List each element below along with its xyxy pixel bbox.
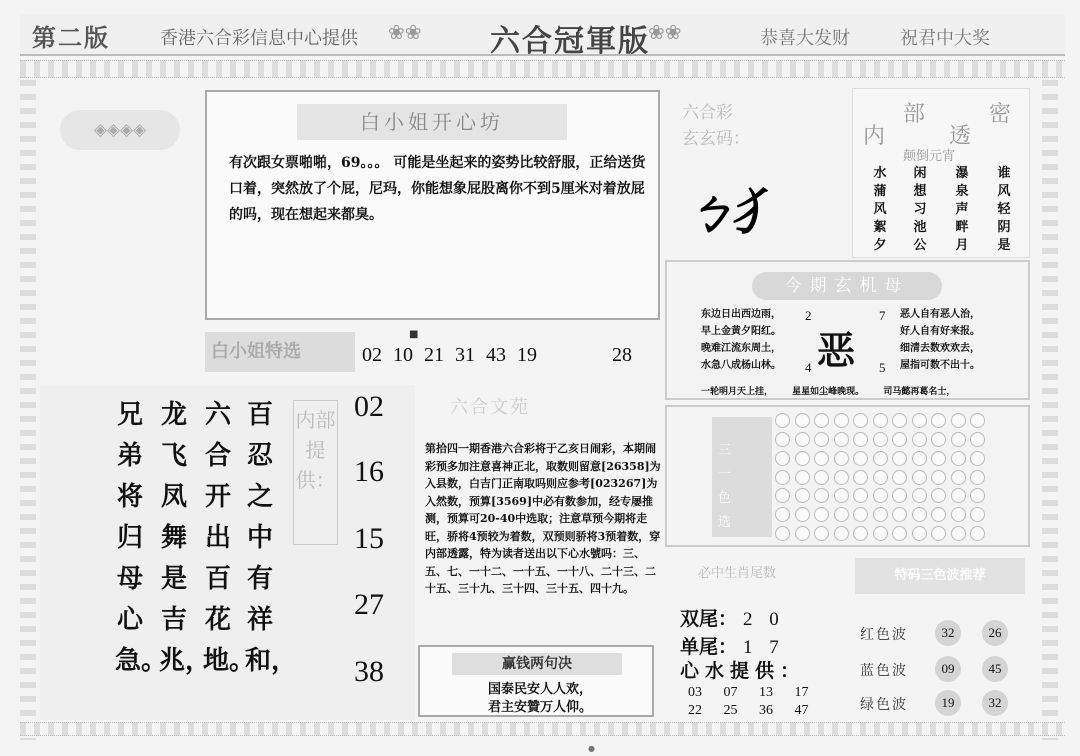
grid-circle — [853, 488, 868, 503]
grid-circle — [931, 470, 946, 485]
hua-label — [682, 100, 750, 152]
insider-number: 02 — [354, 390, 384, 423]
grid-circle — [970, 488, 985, 503]
riddle-title: 赢钱两句决 — [452, 653, 622, 675]
grid-circle — [853, 526, 868, 541]
insider-poem-column: 水蒲风絮夕 — [873, 166, 887, 253]
riddle-text — [440, 681, 640, 717]
xinshui-row: 03 07 13 17 — [688, 685, 809, 700]
story-text: 有次跟女票啪啪，69。。。 可能是坐起来的姿势比较舒服，正给送货口着，突然放了个屁，尼玛，你能想象屁股离你不到5厘米对着放屁的吗，现在想起来都臭。 — [229, 155, 646, 223]
blue-wave-row — [860, 660, 908, 680]
grid-circle — [834, 526, 849, 541]
provider-label: 香港六合彩信息中心提供 — [160, 28, 358, 49]
special-pick-numbers: 02 10 21 31 43 19 — [362, 344, 537, 366]
insider-secret-char: 部 — [903, 102, 926, 127]
insider-poem-column: 闲想习池公 — [913, 166, 927, 253]
double-tail-label: 双尾： — [680, 608, 738, 630]
decorative-border-right — [1042, 80, 1058, 740]
riddle-mother-number: 5 — [879, 360, 886, 375]
grid-circle — [912, 413, 927, 428]
grid-circle — [795, 413, 810, 428]
footer-mark: ● — [588, 744, 595, 753]
insider-secret-char: 密 — [989, 102, 1012, 127]
blue-wave-number: 09 — [935, 656, 961, 682]
riddle-mother-right — [900, 306, 980, 374]
green-wave-row — [860, 694, 908, 714]
grid-circle — [853, 413, 868, 428]
insider-number: 27 — [354, 588, 384, 621]
riddle-mother-line: 细清去数欢欢去， — [900, 343, 980, 354]
grid-circle — [951, 488, 966, 503]
poem-column: 兄弟将归母心急。 — [115, 400, 168, 676]
grid-circle — [814, 432, 829, 447]
grid-circle — [775, 526, 790, 541]
grid-circle — [834, 507, 849, 522]
grid-circle — [775, 413, 790, 428]
decorative-border-bottom — [20, 722, 1065, 736]
grid-circle — [873, 413, 888, 428]
insider-number: 38 — [354, 655, 384, 688]
red-wave-number: 26 — [982, 620, 1008, 646]
grid-circle — [814, 413, 829, 428]
grid-circle — [892, 451, 907, 466]
green-wave-number: 32 — [982, 690, 1008, 716]
edition-label: 第二版 — [32, 23, 110, 52]
riddle-mother-box — [665, 260, 1030, 400]
riddle-mother-number: 4 — [805, 360, 812, 375]
grid-circle — [873, 470, 888, 485]
double-tail-value: 2 0 — [743, 609, 785, 630]
grid-circle — [814, 526, 829, 541]
small-mark: ■ — [409, 329, 419, 340]
grid-circle — [775, 451, 790, 466]
grid-circle — [795, 526, 810, 541]
circle-grid — [775, 413, 990, 543]
grid-circle — [775, 470, 790, 485]
grid-circle — [951, 507, 966, 522]
riddle-mother-line: 好人自有好来报。 — [900, 326, 980, 337]
xinshui-numbers — [688, 684, 809, 720]
riddle-box — [418, 645, 654, 717]
insider-number: 16 — [354, 455, 384, 488]
grid-circle — [873, 432, 888, 447]
grid-circle — [951, 413, 966, 428]
grid-circle — [775, 432, 790, 447]
riddle-mother-bottom-line: 司马懿再葛名士， — [883, 387, 956, 397]
grid-circle — [892, 432, 907, 447]
single-tail-row — [680, 632, 785, 659]
poem-column: 龙飞凤舞是吉兆， — [159, 400, 212, 676]
grid-circle — [912, 470, 927, 485]
grid-circle — [853, 507, 868, 522]
blue-wave-label: 蓝色波 — [860, 663, 908, 679]
grid-circle — [892, 470, 907, 485]
grid-label-char: 三 — [718, 443, 732, 458]
lhc-article-title: 六合文苑 — [450, 397, 530, 418]
grid-circle — [873, 507, 888, 522]
decorative-border-left — [20, 80, 36, 740]
special-pick-special: 28 — [612, 344, 632, 366]
insider-label: 内部提供： — [293, 400, 338, 545]
grid-circle — [873, 526, 888, 541]
insider-poem-column: 瀑泉声畔月 — [955, 166, 969, 253]
riddle-mother-line: 晚难江流东周土， — [701, 343, 781, 354]
xinshui-row: 22 25 36 47 — [688, 703, 809, 718]
faded-column-text — [60, 162, 190, 362]
grid-circle — [970, 507, 985, 522]
lhc-article-text: 第拾四一期香港六合彩将于乙亥日闹彩，本期闹彩预多加注意喜神正北，取数则留意[26358]为入县数，白吉门正南取吗则应参考[023267]为入然数，预算[3569]中必有数参加，经专屡推测，预算可20-40中选取；注意草预今期将走旺，骄将4预较为着数，双预则骄将3预着数，穿内部透露，特为读者送出以下心水號吗：三、五、七、一十二、一十五、一十八、二十三、二十五、三十九、三十四、三十五、四十九。 — [425, 442, 661, 595]
page-header — [20, 14, 1065, 59]
riddle-mother-char: 恶 — [817, 328, 856, 373]
grid-circle — [970, 451, 985, 466]
greeting-right: 祝君中大奖 — [900, 28, 990, 49]
number-grid-box — [665, 405, 1030, 547]
grid-circle — [931, 432, 946, 447]
grid-label-char: 选 — [718, 515, 732, 530]
riddle-line: 国泰民安人人欢， — [487, 682, 592, 697]
grid-circle — [951, 432, 966, 447]
masthead-title: 六合冠軍版 — [490, 24, 650, 59]
poem-column: 百忍之中有祥和， — [245, 400, 298, 676]
riddle-mother-line: 屋指可数不出十。 — [900, 360, 980, 371]
double-tail-row — [680, 604, 785, 631]
riddle-mother-bottom-line: 星星如尘峰晚现。 — [792, 387, 865, 397]
lantern-icon: ❀❀ — [648, 20, 682, 44]
single-tail-value: 1 7 — [743, 637, 785, 658]
grid-circle — [970, 470, 985, 485]
special-pick-label: 白小姐特选 — [205, 332, 355, 372]
grid-circle — [951, 470, 966, 485]
grid-label-char: 一 — [718, 467, 732, 482]
grid-circle — [931, 451, 946, 466]
grid-circle — [853, 451, 868, 466]
green-wave-number: 19 — [935, 690, 961, 716]
grid-circle — [892, 488, 907, 503]
grid-circle — [912, 526, 927, 541]
grid-circle — [814, 451, 829, 466]
lantern-icon: ❀❀ — [388, 20, 422, 44]
hua-label-line: 玄玄码： — [682, 129, 750, 149]
grid-circle — [873, 488, 888, 503]
handwritten-glyph: ㄅ犭 — [684, 183, 776, 241]
grid-circle — [892, 413, 907, 428]
grid-circle — [775, 507, 790, 522]
grid-circle — [912, 451, 927, 466]
grid-circle — [834, 470, 849, 485]
grid-circle — [951, 451, 966, 466]
grid-circle — [795, 432, 810, 447]
grid-label-panel — [712, 417, 772, 537]
grid-circle — [970, 526, 985, 541]
grid-circle — [814, 470, 829, 485]
grid-circle — [931, 413, 946, 428]
grid-circle — [970, 432, 985, 447]
grid-circle — [873, 451, 888, 466]
insider-number: 15 — [354, 522, 384, 555]
riddle-line: 君主安贊万人仰。 — [487, 700, 592, 715]
grid-circle — [834, 451, 849, 466]
grid-circle — [814, 488, 829, 503]
riddle-mother-bottom — [701, 384, 955, 397]
grid-circle — [931, 507, 946, 522]
riddle-mother-number: 2 — [805, 308, 812, 323]
greeting-left: 恭喜大发财 — [760, 28, 850, 49]
riddle-mother-line: 早上金黄夕阳红。 — [701, 326, 781, 337]
insider-poem-column: 谁风轻阴是 — [997, 166, 1011, 253]
poem-column: 六合开出百花地。 — [203, 400, 256, 676]
grid-circle — [951, 526, 966, 541]
color-wave-banner: 特码三色波推荐 — [855, 558, 1025, 594]
hua-label-line: 六合彩 — [682, 103, 733, 123]
riddle-mother-bottom-line: 一轮明月天上挂， — [701, 387, 774, 397]
grid-label-text — [718, 439, 731, 535]
grid-circle — [853, 470, 868, 485]
red-wave-number: 32 — [935, 620, 961, 646]
grid-circle — [834, 413, 849, 428]
insider-secret-box — [852, 88, 1030, 258]
riddle-mother-left — [701, 306, 781, 374]
riddle-mother-line: 水急八成杨山林。 — [701, 360, 781, 371]
grid-circle — [892, 507, 907, 522]
single-tail-label: 单尾： — [680, 636, 738, 658]
insider-secret-char: 内 — [863, 124, 886, 149]
grid-circle — [970, 413, 985, 428]
insider-secret-char: 透 — [949, 124, 972, 149]
grid-circle — [892, 526, 907, 541]
riddle-mother-line: 东边日出西边雨， — [701, 309, 781, 320]
decorative-border-top — [20, 60, 1065, 78]
grid-circle — [795, 470, 810, 485]
grid-circle — [834, 488, 849, 503]
grid-circle — [795, 507, 810, 522]
grid-circle — [775, 488, 790, 503]
grid-circle — [853, 432, 868, 447]
grid-circle — [814, 507, 829, 522]
red-wave-row — [860, 624, 908, 644]
grid-circle — [912, 507, 927, 522]
tail-number-title: 必中生肖尾数 — [698, 566, 777, 581]
grid-circle — [912, 488, 927, 503]
grid-circle — [834, 432, 849, 447]
grid-circle — [931, 526, 946, 541]
green-wave-label: 绿色波 — [860, 697, 908, 713]
red-wave-label: 红色波 — [860, 627, 908, 643]
grid-circle — [912, 432, 927, 447]
grid-circle — [795, 488, 810, 503]
riddle-mother-number: 7 — [879, 308, 886, 323]
riddle-mother-line: 恶人自有恶人治， — [900, 309, 980, 320]
insider-secret-subtitle: 颠倒元宵 — [903, 149, 956, 164]
riddle-mother-title: 今期玄机母 — [752, 272, 942, 300]
story-title: 白小姐开心坊 — [297, 104, 567, 140]
grid-circle — [931, 488, 946, 503]
blue-wave-number: 45 — [982, 656, 1008, 682]
xinshui-label: 心水提供： — [680, 660, 806, 682]
faded-column-title: ◈◈◈◈ — [60, 110, 180, 150]
grid-label-char: 色 — [718, 491, 732, 506]
grid-circle — [795, 451, 810, 466]
story-box — [205, 90, 660, 320]
